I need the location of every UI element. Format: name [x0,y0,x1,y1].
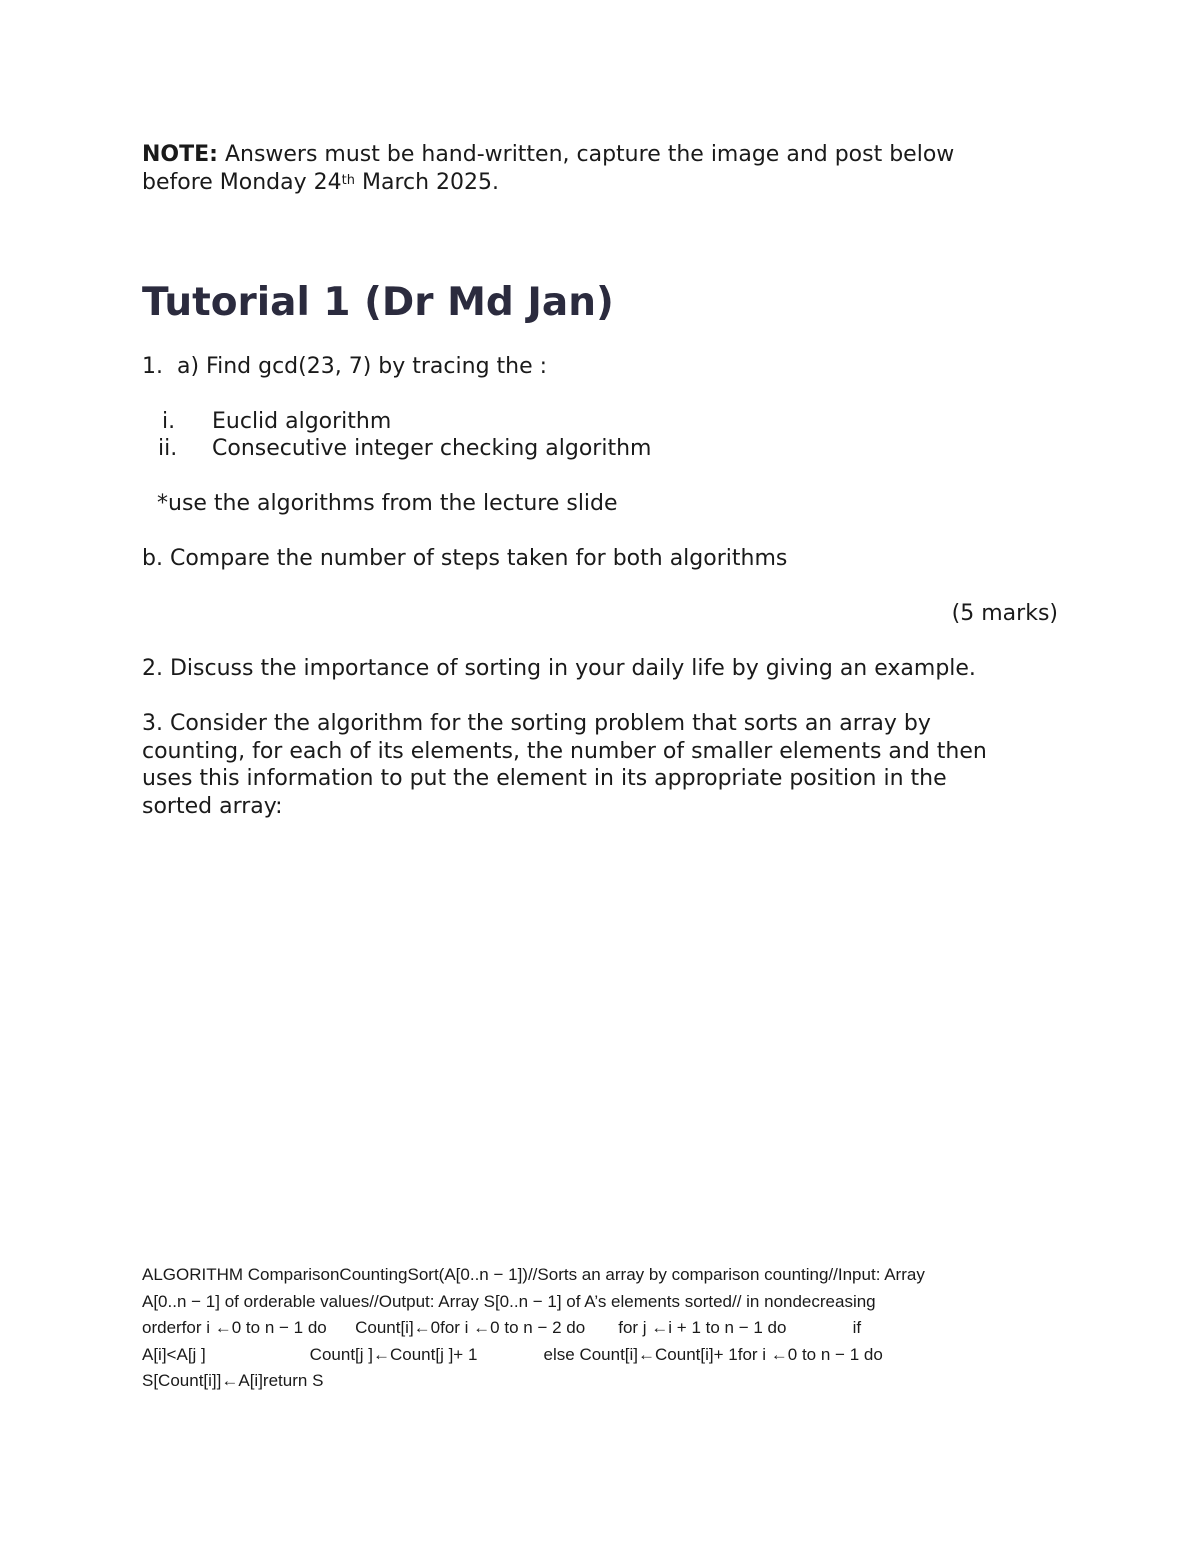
algorithm-line: ALGORITHM ComparisonCountingSort(A[0..n − 1])//Sorts an array by comparison counting//Input: Array [142,1265,925,1284]
page-title: Tutorial 1 (Dr Md Jan) [142,280,614,325]
algorithm-line: A[0..n − 1] of orderable values//Output: Array S[0..n − 1] of A’s elements sorted// in nondecreasing [142,1291,876,1311]
algorithm-line: orderfor i ←0 to n − 1 do Count[i]←0for i ←0 to n − 2 do for j ←i + 1 to n − 1 do if [142,1318,862,1337]
q1-part-b: b. Compare the number of steps taken for both algorithms [142,546,788,571]
note-label: NOTE: [142,142,218,167]
note-date-superscript: th [341,173,355,188]
note-text-1: Answers must be hand-written, capture the image and post below [217,142,955,167]
q1-part-a [142,353,547,381]
q1-item-marker-2: ii. [158,436,178,461]
q1-part-a-text: a) Find gcd(23, 7) by tracing the : [177,354,548,379]
q1-number: 1. [142,354,163,379]
algorithm-line: A[i]<A[j ] Count[j ]←Count[j ]+ 1 else Count[i]←Count[i]+ 1for i ←0 to n − 1 do [142,1344,883,1364]
algorithm-block [142,1262,1072,1395]
q1-marks: (5 marks) [951,601,1058,626]
q1-hint: *use the algorithms from the lecture slide [157,491,618,516]
q2-text: 2. Discuss the importance of sorting in your daily life by giving an example. [142,656,976,681]
note-line-1 [142,141,954,169]
q1-item-text-2: Consecutive integer checking algorithm [212,436,652,461]
q3-line-4: sorted array: [142,794,283,819]
q3-line-1: 3. Consider the algorithm for the sorting problem that sorts an array by [142,711,931,736]
q3-line-3: uses this information to put the element in its appropriate position in the [142,766,947,791]
note-date-suffix: March 2025. [354,170,500,195]
note-date-prefix: before Monday 24 [142,170,342,195]
note-line-2 [142,169,499,197]
q3-line-2: counting, for each of its elements, the number of smaller elements and then [142,739,987,764]
algorithm-line: S[Count[i]]←A[i]return S [142,1371,324,1390]
q1-item-text-1: Euclid algorithm [212,409,392,434]
q1-item-marker-1: i. [162,409,176,434]
